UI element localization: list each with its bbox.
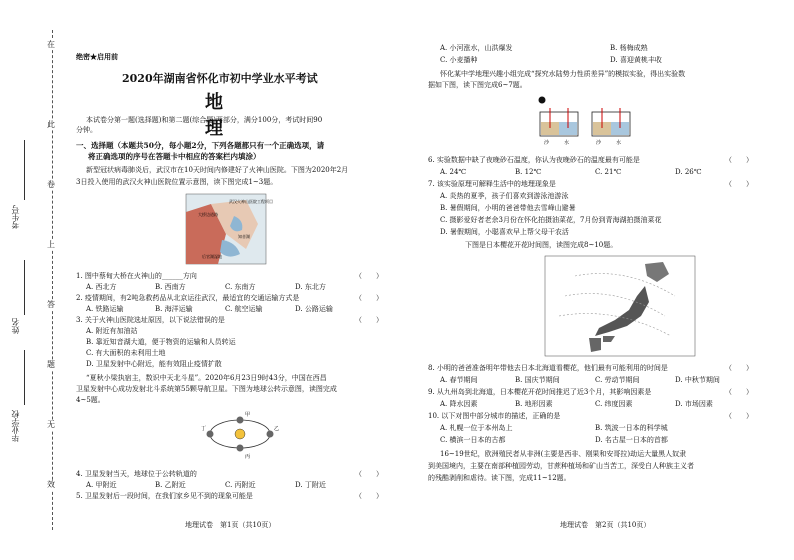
binding-char: 卷 — [47, 180, 55, 189]
moon-icon — [622, 96, 627, 105]
passage-text: 的残酷剥削和虐待。读下图，完成11~12题。 — [428, 474, 571, 482]
map-label: 后官湖湿地 — [202, 254, 222, 259]
binding-margin — [0, 0, 70, 560]
question-10: 10. 以下对图中部分城市的描述，正确的是 — [428, 412, 561, 420]
orbit-label: 丙 — [245, 454, 251, 460]
answer-paren: （ ） — [725, 180, 753, 188]
answer-paren: （ ） — [355, 470, 383, 478]
option: C. 东南方 — [225, 283, 256, 291]
subject-title: 地 理 — [205, 92, 237, 139]
passage-text: 4~5题。 — [76, 396, 105, 404]
page-footer: 地理试卷 第2页（共10页） — [560, 521, 651, 529]
fill-line — [24, 140, 25, 200]
section-heading: 一、选择题（本题共50分，每小题2分，下列各题都只有一个正确选项，请 — [76, 141, 325, 150]
question-6: 6. 实验数据中缺了夜晚砂石温度，你认为夜晚砂石的温度最有可能是 — [428, 156, 640, 164]
option: D. 市场因素 — [675, 400, 713, 408]
option: A. 铁路运输 — [86, 305, 124, 313]
option: C. 丙附近 — [225, 481, 256, 489]
option: B. 乙附近 — [155, 481, 186, 489]
option: A. 小河涨水，山洪爆发 — [440, 44, 513, 52]
passage-text: 到美国境内，主要在南部种植园劳动，甘蔗种植场和矿山当苦工，深受白人种族主义者 — [428, 462, 694, 470]
option: C. 劳动节期间 — [595, 376, 640, 384]
option: D. 卫星发射中心附近，能有效阻止疫情扩散 — [86, 360, 222, 368]
option: A. 附近有加油站 — [86, 327, 138, 335]
option: B. 暑假期间，小明的爸爸带他去雪峰山避暑 — [440, 204, 576, 212]
answer-paren: （ ） — [355, 316, 383, 324]
orbit-label: 甲 — [245, 412, 251, 418]
option: B. 杨梅成熟 — [610, 44, 648, 52]
option: C. 小麦播种 — [440, 56, 478, 64]
option: A. 春节期间 — [440, 376, 478, 384]
hospital-location-map — [186, 194, 273, 264]
option: D. 东北方 — [295, 283, 326, 291]
passage-text: 下图是日本樱花开花时间图，读图完成8~10题。 — [465, 241, 618, 249]
answer-paren: （ ） — [355, 272, 383, 280]
page-footer: 地理试卷 第1页（共10页） — [185, 521, 276, 529]
passage-text: 新型冠状病毒肺炎后，武汉市在10天时间内修建好了火神山医院。下图为2020年2月 — [86, 166, 349, 174]
question-5: 5. 卫星发射后一段时间，在我们家乡见不到的现象可能是 — [76, 492, 253, 500]
orbit-label: 丁 — [201, 426, 207, 432]
option: C. 横滨一日本的古都 — [440, 436, 506, 444]
binding-char: 无 — [47, 420, 55, 429]
experiment-label: 水 — [564, 140, 570, 146]
question-2: 2. 疫情期间，有2吨急救药品从北京运往武汉，最适宜的交通运输方式是 — [76, 294, 300, 302]
passage-text: 据如下图，读下图完成6~7题。 — [428, 81, 527, 89]
option: D. 喜迎黄桃丰收 — [610, 56, 662, 64]
orbit-label: 乙 — [274, 426, 280, 432]
binding-char: 效 — [47, 480, 55, 489]
intro-text: 分钟。 — [76, 126, 97, 134]
option: A. 24℃ — [440, 168, 467, 176]
option: D. 中秋节期间 — [675, 376, 720, 384]
binding-char: 上 — [47, 240, 55, 249]
binding-char: 此 — [47, 120, 55, 129]
passage-text: “夏秋小梁执宿主，数识中天北斗星”。2020年6月23日9时43分，中国在西昌 — [86, 374, 327, 382]
section-heading: 将正确选项的序号在答题卡中相应的答案栏内填涂） — [88, 152, 261, 161]
question-3: 3. 关于火神山医院选址原因，以下说法错误的是 — [76, 316, 225, 324]
question-4: 4. 卫星发射当天，地球位于公转轨道的 — [76, 470, 197, 478]
exam-number-label: 考生号 — [11, 205, 20, 229]
option: D. 26℃ — [675, 168, 702, 176]
passage-text: 16~19世纪，欧洲殖民者从非洲(主要是西非、刚果和安哥拉)劫运大量黑人奴隶 — [440, 450, 687, 458]
option: A. 甲附近 — [86, 481, 117, 489]
map-label: 武汉火神山医院工程项目 — [229, 199, 273, 204]
answer-paren: （ ） — [725, 412, 753, 420]
option: B. 西南方 — [155, 283, 186, 291]
option: D. 丁附近 — [295, 481, 326, 489]
japan-sakura-map — [545, 256, 695, 356]
school-label: 毕业学校 — [11, 410, 20, 442]
experiment-label: 水 — [616, 140, 622, 146]
option: A. 炎热的夏季，孩子们喜欢到游泳池游泳 — [440, 192, 569, 200]
option: A. 降水因素 — [440, 400, 478, 408]
name-label: 姓名 — [11, 318, 20, 334]
answer-paren: （ ） — [355, 294, 383, 302]
answer-paren: （ ） — [355, 492, 383, 500]
earth-orbit-diagram — [200, 408, 280, 460]
map-label: 大桥边道路 — [198, 212, 218, 217]
secret-mark: 绝密★启用前 — [76, 52, 118, 61]
option: C. 21℃ — [595, 168, 622, 176]
exam-title: 2020年湖南省怀化市初中学业水平考试 — [122, 72, 318, 85]
fill-line — [24, 260, 25, 315]
question-1: 1. 图中蔡甸大桥在火神山的______方向 — [76, 272, 197, 280]
map-label: 知音湖 — [238, 234, 250, 239]
fill-line — [24, 350, 25, 405]
answer-paren: （ ） — [725, 156, 753, 164]
passage-text: 3日投入使用的武汉火神山医院位置示意图，读下图完成1~3题。 — [76, 178, 278, 186]
experiment-label: 沙 — [544, 140, 550, 146]
option: C. 纬度因素 — [595, 400, 633, 408]
option: D. 公路运输 — [295, 305, 333, 313]
option: D. 暑假期间，小聪喜欢早上帮父母干农活 — [440, 228, 569, 236]
answer-paren: （ ） — [725, 364, 753, 372]
binding-char: 在 — [47, 40, 55, 49]
option: C. 摄影爱好者老余3月份在怀化拍摄油菜花，7月份到青海湖拍摄油菜花 — [440, 216, 662, 224]
option: B. 地形因素 — [515, 400, 553, 408]
passage-text: 怀化某中学地理兴趣小组完成“探究水陆势力性质差异”的模拟实验，得出实验数 — [440, 70, 686, 78]
option: C. 有大面积的未利用土地 — [86, 349, 166, 357]
experiment-diagram — [530, 94, 640, 146]
option: C. 航空运输 — [225, 305, 263, 313]
question-9: 9. 从九州岛到北海道，日本樱花开花时间推迟了近3个月，其影响因素是 — [428, 388, 652, 396]
question-7: 7. 该实验原理可解释生活中的地理现象是 — [428, 180, 556, 188]
sun-icon — [539, 97, 546, 104]
intro-text: 本试卷分第一题(选择题)和第二题(综合题)两部分，满分100分，考试时间90 — [86, 116, 323, 124]
binding-char: 题 — [47, 360, 55, 369]
option: B. 海洋运输 — [155, 305, 193, 313]
binding-char: 答 — [47, 300, 55, 309]
passage-text: 卫星发射中心成功发射北斗系统第55颗导航卫星。下图为地球公转示意图，读图完成 — [76, 385, 337, 393]
experiment-label: 沙 — [596, 140, 602, 146]
option: B. 12℃ — [515, 168, 542, 176]
option: A. 札幌一位于本州岛上 — [440, 424, 513, 432]
answer-paren: （ ） — [725, 388, 753, 396]
dashed-line — [52, 30, 53, 530]
option: A. 西北方 — [86, 283, 117, 291]
option: B. 国庆节期间 — [515, 376, 560, 384]
option: B. 靠近知音湖大道，便于物资的运输和人员转运 — [86, 338, 236, 346]
option: D. 名古屋一日本的首都 — [595, 436, 668, 444]
question-8: 8. 小明的爸爸准备明年带他去日本北海道看樱花，他们最有可能利用的时间是 — [428, 364, 668, 372]
option: B. 筑波一日本的科学城 — [595, 424, 668, 432]
